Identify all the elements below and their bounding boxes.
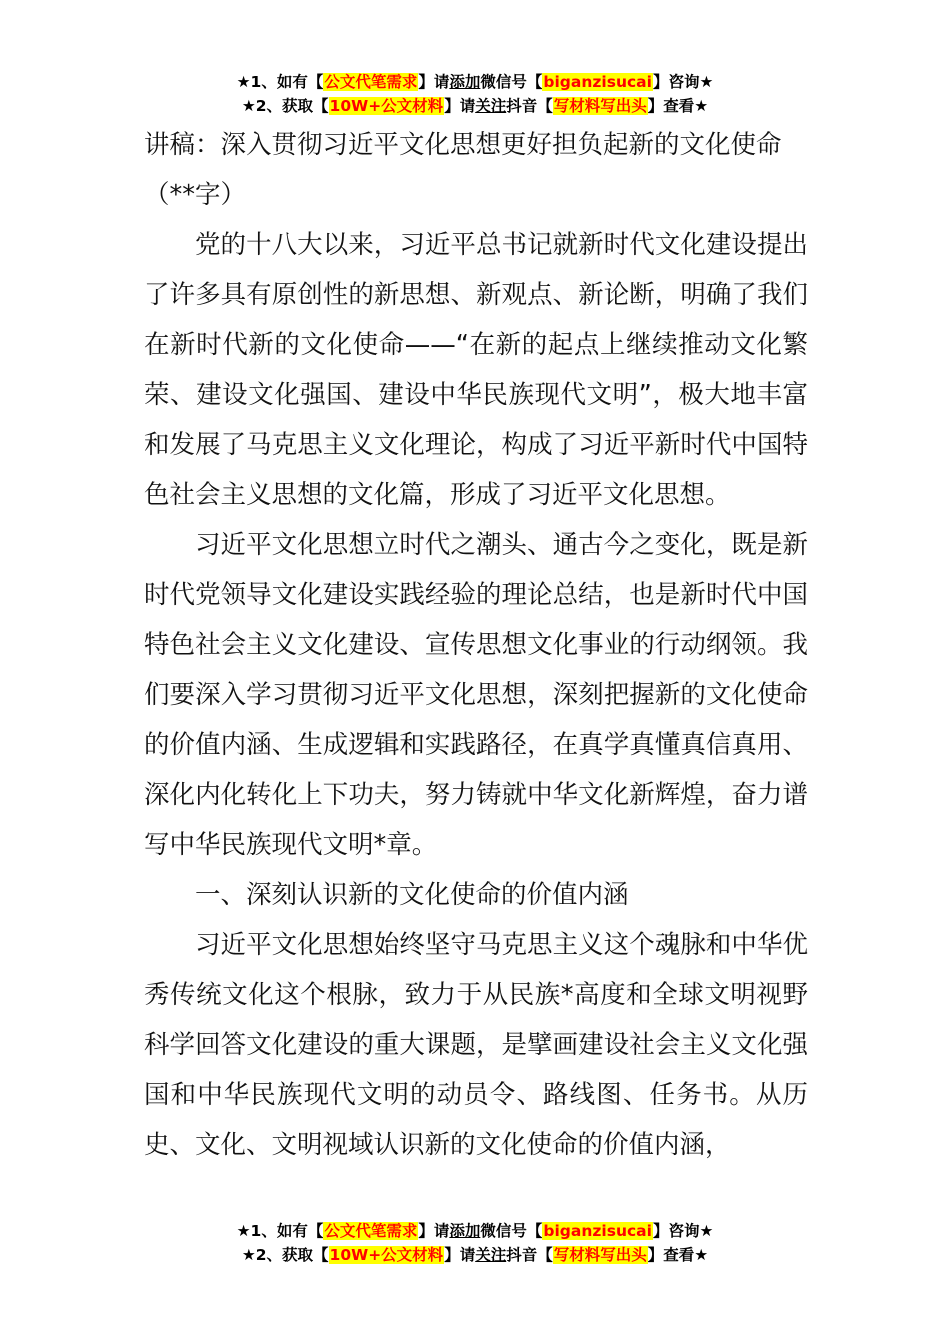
banner-line-1 xyxy=(0,1219,950,1243)
banner-text: 】请 xyxy=(444,97,476,115)
banner-line-2 xyxy=(0,1243,950,1267)
banner-text: 】请 xyxy=(418,1222,450,1240)
banner-text: ★2、获取【 xyxy=(241,1246,329,1264)
banner-text: ★2、获取【 xyxy=(241,97,329,115)
highlight-text: 10W+公文材料 xyxy=(329,97,444,115)
body-paragraph: 党的十八大以来，习近平总书记就新时代文化建设提出了许多具有原创性的新思想、新观点、新论断，明确了我们在新时代新的文化使命——“在新的起点上继续推动文化繁荣、建设文化强国、建设中华民族现代文明”，极大地丰富和发展了马克思主义文化理论，构成了习近平新时代中国特色社会主义思想的文化篇，形成了习近平文化思想。 xyxy=(144,230,808,510)
underlined-text: 关注 xyxy=(475,97,507,115)
body-paragraph: 习近平文化思想始终坚守马克思主义这个魂脉和中华优秀传统文化这个根脉，致力于从民族*高度和全球文明视野科学回答文化建设的重大课题，是擘画建设社会主义文化强国和中华民族现代文明的动员令、路线图、任务书。从历史、文化、文明视域认识新的文化使命的价值内涵， xyxy=(144,930,808,1160)
body-paragraph: 习近平文化思想立时代之潮头、通古今之变化，既是新时代党领导文化建设实践经验的理论总结，也是新时代中国特色社会主义文化建设、宣传思想文化事业的行动纲领。我们要深入学习贯彻习近平文化思想，深刻把握新的文化使命的价值内涵、生成逻辑和实践路径，在真学真懂真信真用、深化内化转化上下功夫，努力铸就中华文化新辉煌，奋力谱写中华民族现代文明*章。 xyxy=(144,530,808,860)
underlined-text: 添加 xyxy=(449,73,481,91)
banner-text: 微信号【 xyxy=(480,1222,543,1240)
underlined-text: 添加 xyxy=(449,1222,481,1240)
document-title: 讲稿：深入贯彻习近平文化思想更好担负起新的文化使命（**字） xyxy=(144,130,782,210)
highlight-text: 公文代笔需求 xyxy=(324,1222,418,1240)
banner-text: ★1、如有【 xyxy=(236,1222,324,1240)
footer-banner xyxy=(0,1219,950,1267)
banner-text: 】咨询★ xyxy=(652,73,714,91)
banner-text: 】请 xyxy=(418,73,450,91)
highlight-text: 公文代笔需求 xyxy=(324,73,418,91)
banner-line-1 xyxy=(0,70,950,94)
header-banner xyxy=(0,70,950,118)
highlight-text: 写材料写出头 xyxy=(553,1246,647,1264)
highlight-text: 10W+公文材料 xyxy=(329,1246,444,1264)
banner-text: ★1、如有【 xyxy=(236,73,324,91)
banner-text: 】查看★ xyxy=(647,97,709,115)
section-heading: 一、深刻认识新的文化使命的价值内涵 xyxy=(195,880,629,910)
document-body xyxy=(144,120,808,1170)
banner-text: 微信号【 xyxy=(480,73,543,91)
underlined-text: 关注 xyxy=(475,1246,507,1264)
banner-text: 】请 xyxy=(444,1246,476,1264)
banner-line-2 xyxy=(0,94,950,118)
banner-text: 抖音【 xyxy=(506,97,553,115)
banner-text: 抖音【 xyxy=(506,1246,553,1264)
highlight-text: 写材料写出头 xyxy=(553,97,647,115)
banner-text: 】咨询★ xyxy=(652,1222,714,1240)
banner-text: 】查看★ xyxy=(647,1246,709,1264)
highlight-text: biganzisucai xyxy=(543,1222,652,1240)
highlight-text: biganzisucai xyxy=(543,73,652,91)
